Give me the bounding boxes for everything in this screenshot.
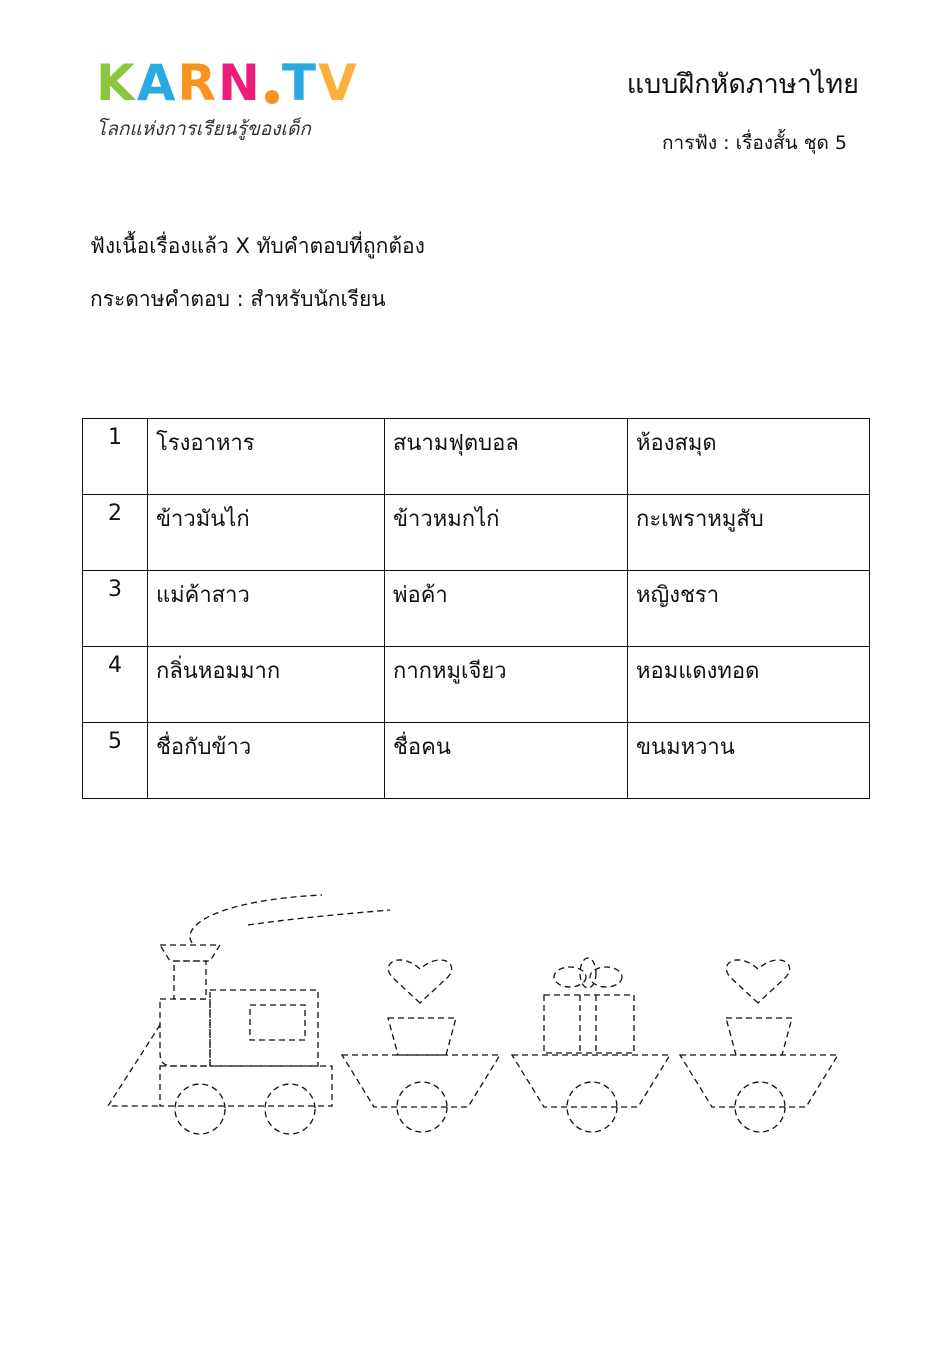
answer-choice[interactable]: ชื่อคน [385, 723, 628, 799]
answer-choice[interactable]: ข้าวมันไก่ [148, 495, 385, 571]
wagon [512, 1055, 670, 1107]
wheel-icon [265, 1084, 315, 1134]
heart-icon [388, 960, 451, 1003]
wagon [342, 1055, 500, 1107]
chimney-icon [174, 961, 206, 999]
karn-tv-logo [96, 54, 359, 144]
engine-cab [210, 990, 318, 1066]
engine-boiler [160, 999, 210, 1066]
wheel-icon [175, 1084, 225, 1134]
lollipop-icon [265, 90, 279, 104]
gift-bow [590, 967, 622, 987]
answer-choice[interactable]: ชื่อกับข้าว [148, 723, 385, 799]
question-number: 2 [83, 495, 148, 571]
smoke-line [248, 910, 390, 925]
question-number: 4 [83, 647, 148, 723]
answer-choice[interactable]: โรงอาหาร [148, 419, 385, 495]
logo-letter: R [177, 54, 218, 112]
smoke-line [190, 895, 322, 943]
dashed-train-tracing-illustration [100, 885, 850, 1145]
chimney-icon [160, 945, 220, 961]
question-number: 5 [83, 723, 148, 799]
answer-table [82, 418, 870, 799]
answer-choice[interactable]: ขนมหวาน [628, 723, 870, 799]
gift-bow [554, 967, 586, 987]
gift-bow [580, 958, 596, 988]
logo-letter: A [136, 54, 178, 112]
engine-window [250, 1005, 305, 1040]
answer-choice[interactable]: หญิงชรา [628, 571, 870, 647]
answer-choice[interactable]: กะเพราหมูสับ [628, 495, 870, 571]
engine-base [160, 1066, 332, 1106]
question-number: 1 [83, 419, 148, 495]
flower-pot [726, 1018, 792, 1055]
answer-choice[interactable]: กากหมูเจียว [385, 647, 628, 723]
logo-wordmark [96, 54, 359, 112]
table-row [83, 495, 870, 571]
answer-choice[interactable]: กลิ่นหอมมาก [148, 647, 385, 723]
logo-letter: N [217, 54, 262, 112]
table-row [83, 647, 870, 723]
worksheet-title: แบบฝึกหัดภาษาไทย [626, 69, 859, 100]
heart-icon [726, 960, 789, 1003]
table-row [83, 723, 870, 799]
question-number: 3 [83, 571, 148, 647]
instruction-text: ฟังเนื้อเรื่องแล้ว X ทับคำตอบที่ถูกต้อง [90, 234, 425, 258]
cowcatcher [108, 1025, 160, 1106]
logo-letter: K [96, 54, 137, 112]
answer-choice[interactable]: ห้องสมุด [628, 419, 870, 495]
answer-choice[interactable]: สนามฟุตบอล [385, 419, 628, 495]
wagon [680, 1055, 838, 1107]
worksheet-subtitle: การฟัง : เรื่องสั้น ชุด 5 [662, 132, 847, 154]
answer-choice[interactable]: ข้าวหมกไก่ [385, 495, 628, 571]
logo-letter: V [317, 54, 359, 112]
answer-choice[interactable]: พ่อค้า [385, 571, 628, 647]
flower-pot [388, 1018, 456, 1055]
gift-box-icon [544, 995, 634, 1053]
logo-letter: T [281, 54, 318, 112]
logo-tagline: โลกแห่งการเรียนรู้ของเด็ก [96, 118, 311, 140]
answer-choice[interactable]: แม่ค้าสาว [148, 571, 385, 647]
answer-choice[interactable]: หอมแดงทอด [628, 647, 870, 723]
table-row [83, 419, 870, 495]
answer-sheet-label: กระดาษคำตอบ : สำหรับนักเรียน [90, 287, 386, 311]
table-row [83, 571, 870, 647]
